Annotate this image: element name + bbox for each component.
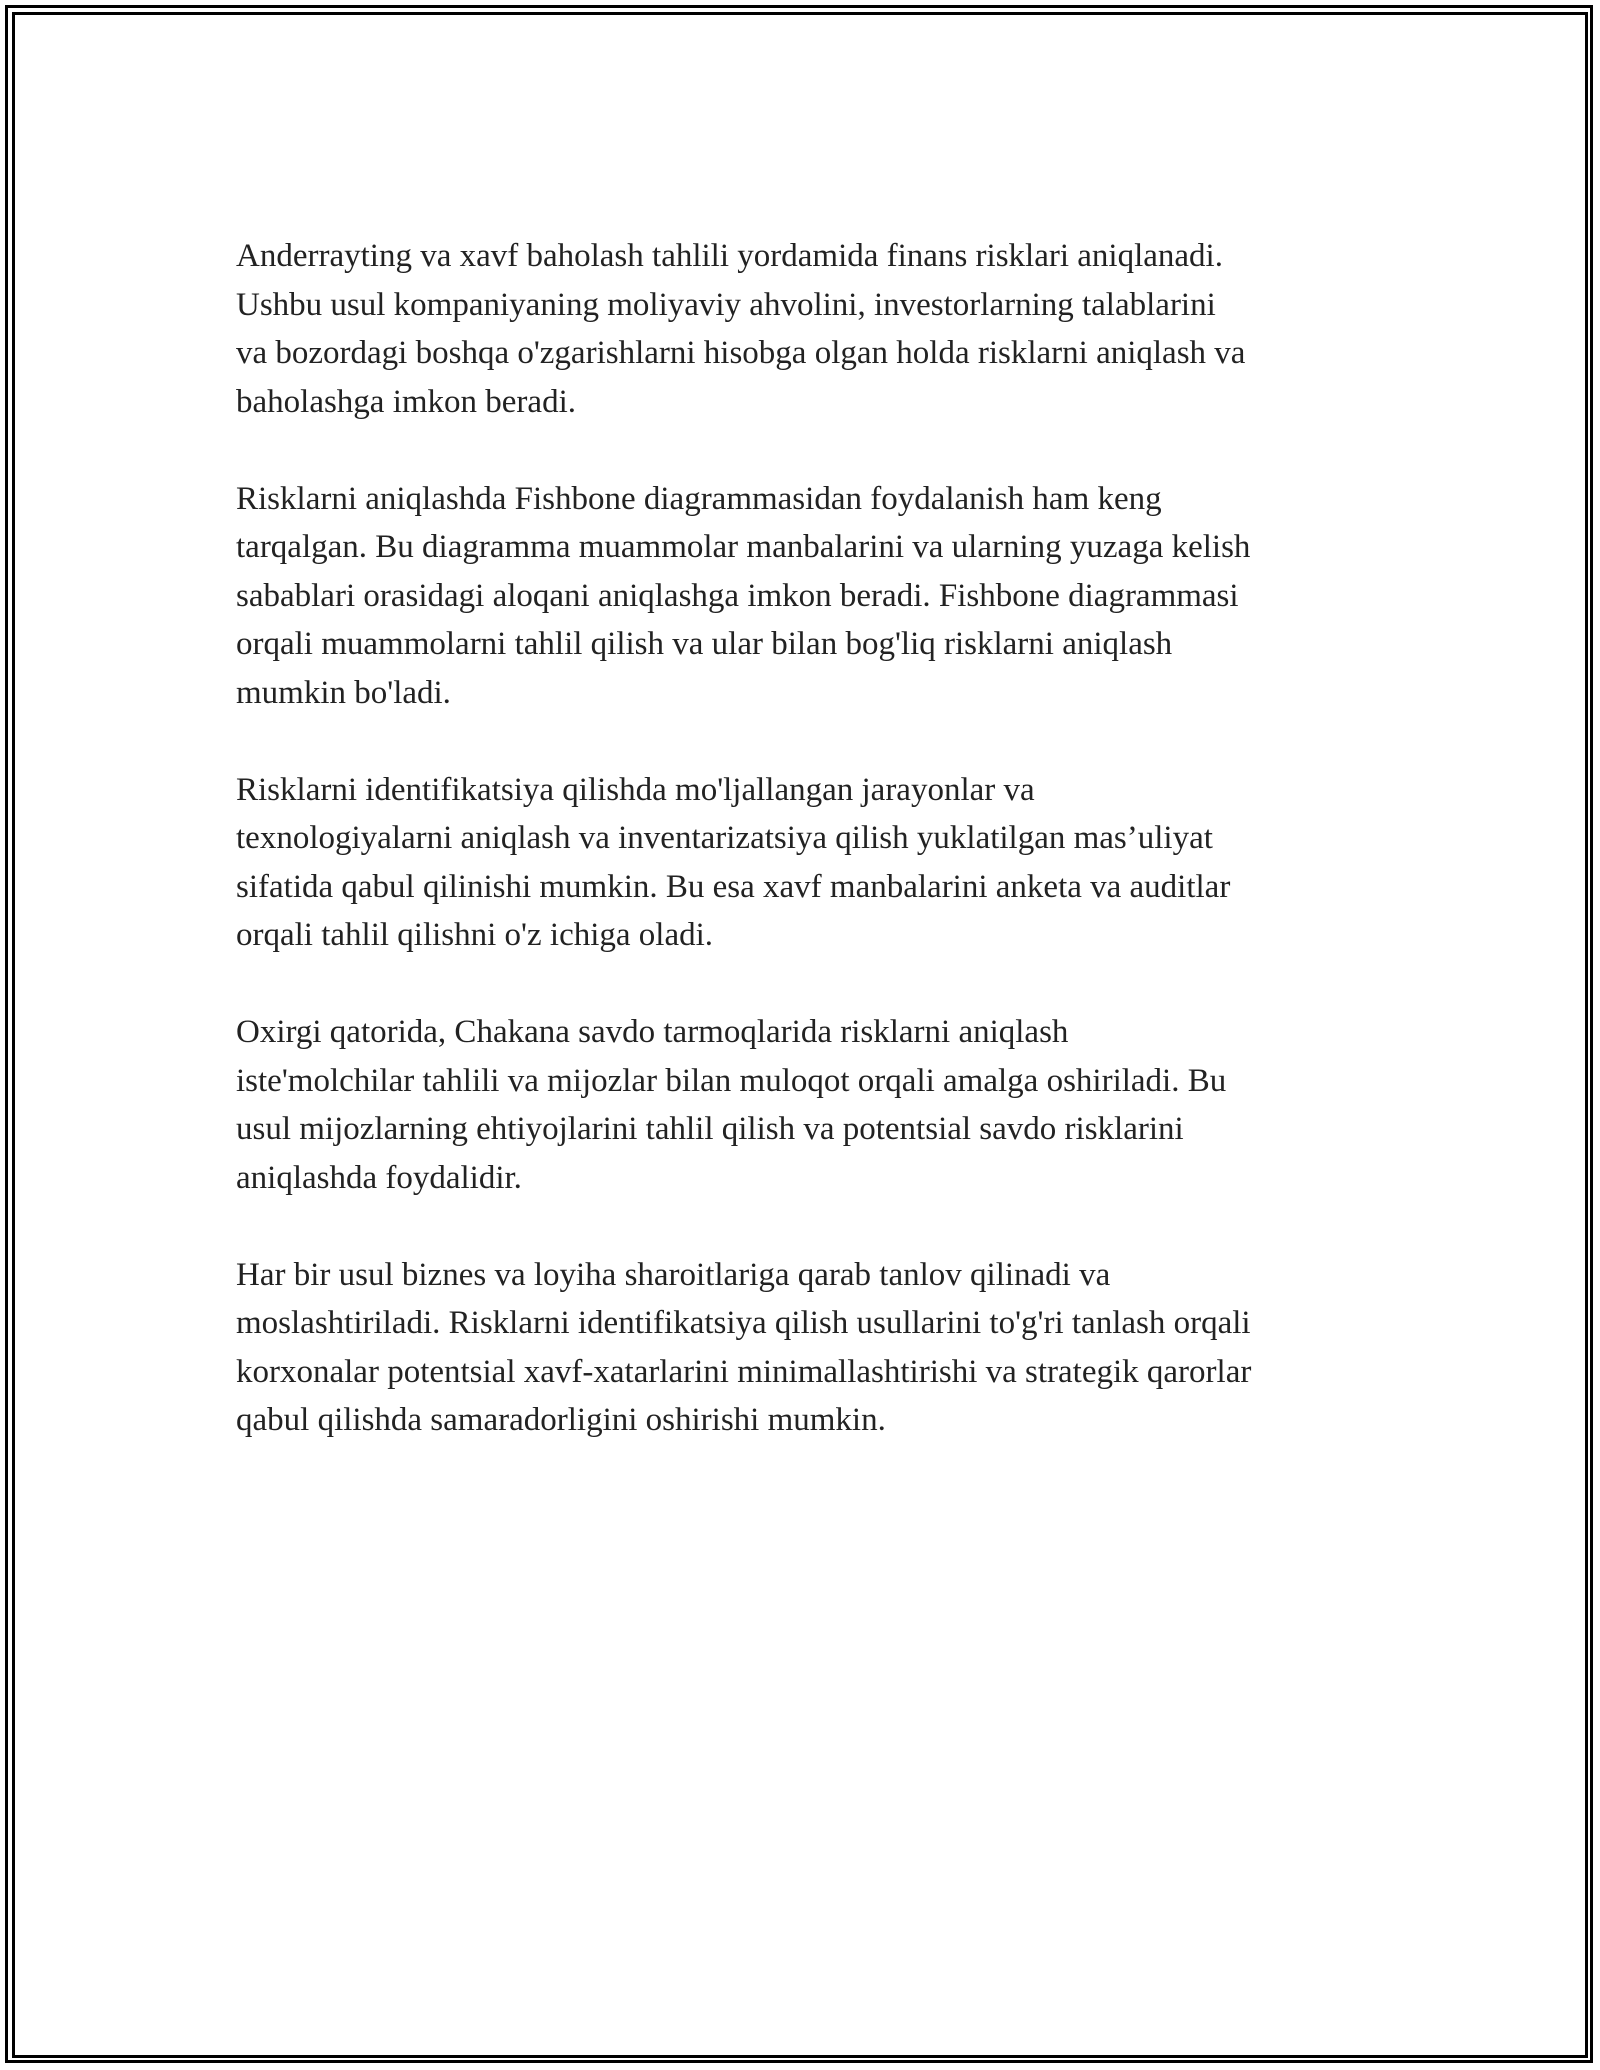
paragraph-retail: Oxirgi qatorida, Chakana savdo tarmoqlarida risklarni aniqlash iste'molchilar tahlili va mijozlar bilan muloqot orqali amalga oshiriladi. Bu usul mijozlarning ehtiyojlarini tahlil qilish va potentsial savdo risklarini aniqlashda foydalidir. bbox=[236, 1014, 1227, 1196]
paragraph-identification: Risklarni identifikatsiya qilishda mo'ljallangan jarayonlar va texnologiyalarni aniqlash va inventarizatsiya qilish yuklatilgan mas’uliyat sifatida qabul qilinishi mumkin. Bu esa xavf manbalarini anketa va auditlar orqali tahlil qilishni o'z ichiga oladi. bbox=[236, 771, 1231, 953]
paragraph-conclusion: Har bir usul biznes va loyiha sharoitlariga qarab tanlov qilinadi va moslashtiriladi. Risklarni identifikatsiya qilish usullarini to'g'ri tanlash orqali korxonalar potentsial xavf-xatarlarini minimallashtirishi va strategik qarorlar qabul qilishda samaradorligini oshirishi mumkin. bbox=[236, 1256, 1252, 1438]
paragraph-fishbone: Risklarni aniqlashda Fishbone diagrammasidan foydalanish ham keng tarqalgan. Bu diagramma muammolar manbalarini va ularning yuzaga kelish sabablari orasidagi aloqani aniqlashga imkon beradi. Fishbone diagrammasi orqali muammolarni tahlil qilish va ular bilan bog'liq risklarni aniqlash mumkin bo'ladi. bbox=[236, 480, 1251, 711]
document-body bbox=[236, 232, 1366, 1493]
paragraph-underwriting: Anderrayting va xavf baholash tahlili yordamida finans risklari aniqlanadi. Ushbu usul kompaniyaning moliyaviy ahvolini, investorlarning talablarini va bozordagi boshqa o'zgarishlarni hisobga olgan holda risklarni aniqlash va baholashga imkon beradi. bbox=[236, 238, 1246, 420]
